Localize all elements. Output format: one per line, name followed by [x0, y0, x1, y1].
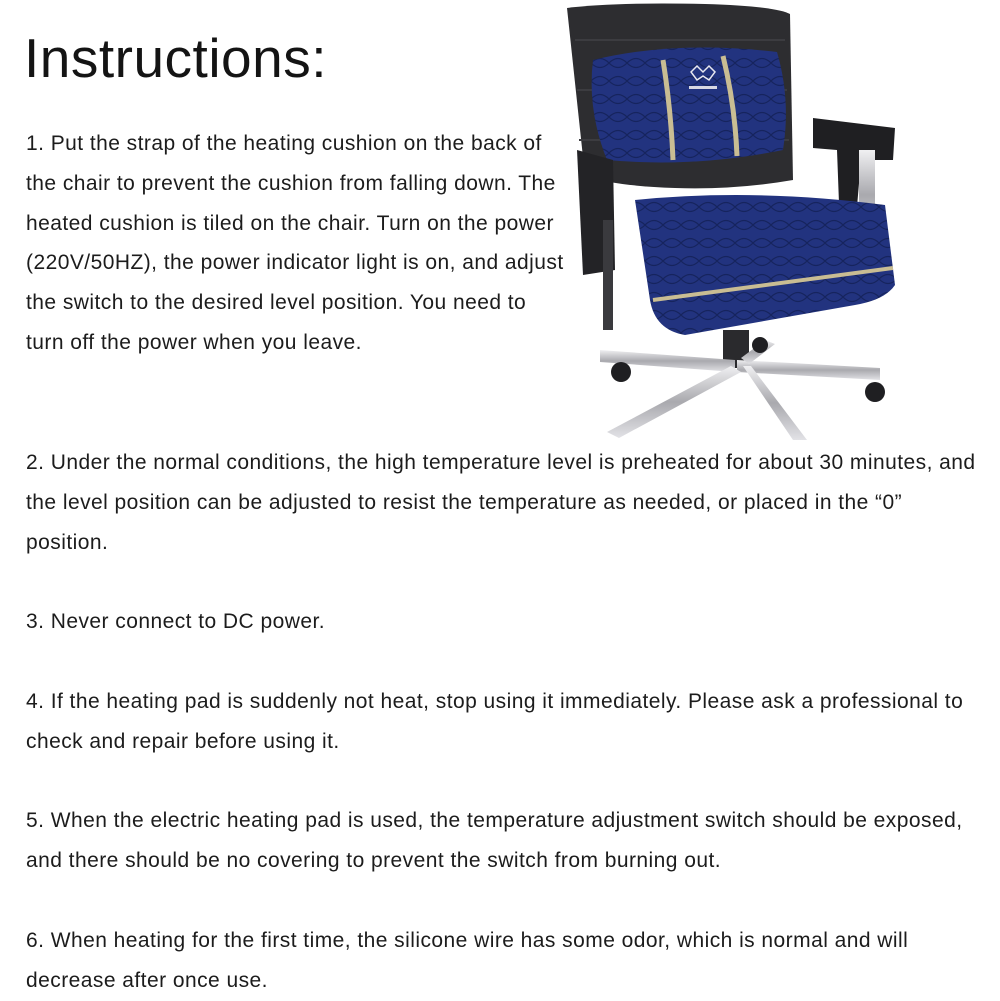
page-title: Instructions:	[24, 27, 328, 89]
instruction-5: 5. When the electric heating pad is used, the temperature adjustment switch should be exposed, and there should be no covering to prevent the switch from burning out.	[26, 809, 963, 872]
seat-cushion	[635, 195, 895, 335]
product-image	[555, 0, 900, 440]
instruction-3: 3. Never connect to DC power.	[26, 610, 326, 633]
instruction-1: 1. Put the strap of the heating cushion on the back of the chair to prevent the cushion from falling down. The heated cushion is tiled on the chair. Turn on the power (220V/50HZ), the power indicator light is on, and adjust the switch to the desired level position. You need to turn off the power when you leave.	[26, 132, 564, 354]
instruction-2: 2. Under the normal conditions, the high temperature level is preheated for about 30 minutes, and the level position can be adjusted to resist the temperature as needed, or placed in the “0” position.	[26, 451, 976, 554]
instruction-6: 6. When heating for the first time, the silicone wire has some odor, which is normal and will decrease after once use.	[26, 929, 909, 992]
lumbar-pillow	[592, 48, 786, 163]
instruction-4: 4. If the heating pad is suddenly not heat, stop using it immediately. Please ask a professional to check and repair before using it.	[26, 690, 964, 753]
